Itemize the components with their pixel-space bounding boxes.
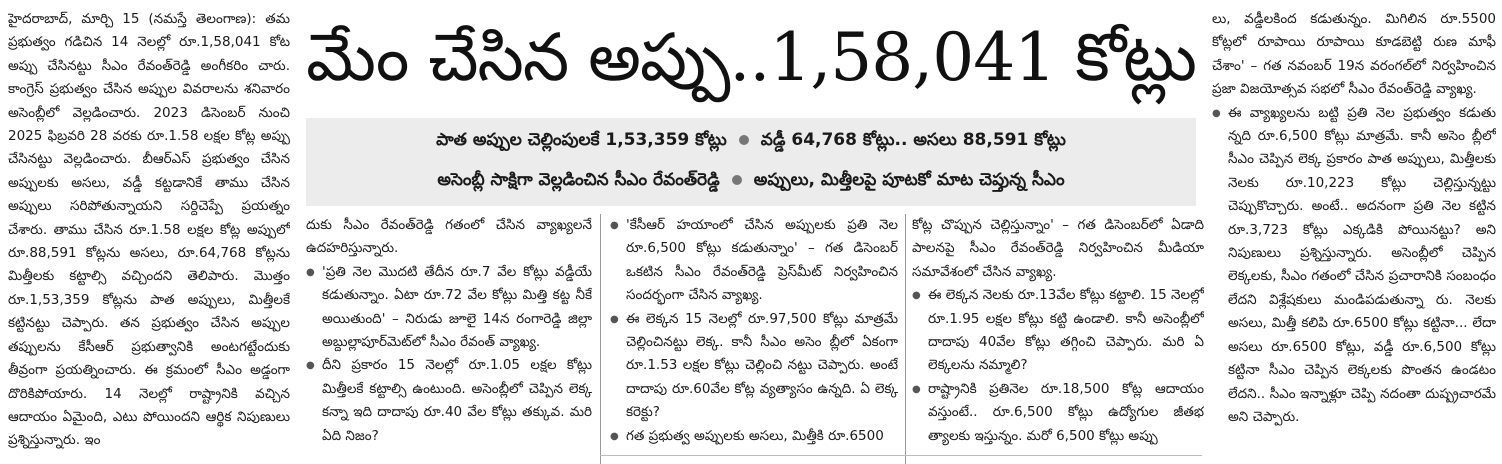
paragraph: దుకు సీఎం రేవంత్‌రెడ్డి గతంలో చేసిన వ్యాఖ్యలనే ఉదహరిస్తున్నారు. [306,217,592,257]
subheadline-1a: పాత అప్పుల చెల్లింపులకే 1,53,359 కోట్లు [436,130,727,150]
paragraph: హైదరాబాద్, మార్చి 15 (నమస్తే తెలంగాణ): తమ ప్రభుత్వం గడిచిన 14 నెలల్లో రూ.1,58,041 కోట అప్పు చేసినట్టు సీఎం రేవంత్‌రెడ్డి అంగీకరిం చారు. కాంగ్రెస్ ప్రభుత్వం చేసిన అప్పుల వివరాలను శనివారం అసెంబ్లీలో వెల్లడించారు. 2023 డిసెంబర్ నుంచి 2025 ఫిబ్రవరి 28 వరకు రూ.1.58 లక్షల కోట్ల అప్పు చేసినట్టు వెల్లడించారు. బీఆర్‌ఎస్ ప్రభుత్వం చేసిన అప్పులకు అసలు, వడ్డీ కట్టడానికే తాము చేసిన అప్పులు సరిపోతున్నాయని సర్దిచెప్పే ప్రయత్నం చేశారు. తాము చేసిన రూ.1.58 లక్షల కోట్ల అప్పులో రూ.88,591 కోట్లను అసలు, రూ.64,768 కోట్లను మిత్తీలకు కట్టాల్సి వచ్చిందని తెలిపారు. మొత్తం రూ.1,53,359 కోట్లను పాత అప్పులు, మిత్తీలకే కట్టినట్టు చెప్పారు. తన ప్రభుత్వం చేసిన అప్పుల తప్పులను కేసీఆర్ ప్రభుత్వానికి అంటగట్టేందుకు తీవ్రంగా ప్రయత్నించారు. ఈ క్రమంలో సీఎం అడ్డంగా దొరికిపోయారు. 14 నెలల్లో రాష్ట్రానికి వచ్చిన ఆదాయం ఏమైంది, ఎటు పోయిందని ఆర్థిక నిపుణులు ప్రశ్నిస్తున్నారు. ఇం [8,11,290,449]
article-column-4 [912,214,1204,458]
subheadline-box [306,118,1196,206]
subheadline-2b: అప్పులు, మిత్తీలపై పూటకో మాట చెప్తున్న సీఎం [753,170,1065,190]
bullet-dot-icon [739,135,749,145]
paragraph: కోట్ల చొప్పున చెల్లిస్తున్నాం' – గత డిసెంబర్‌లో ఏడాది పాలనపై సీఎం రేవంత్‌రెడ్డి నిర్వహించిన మీడియా సమావేశంలో చేసిన వ్యాఖ్య. [912,217,1204,280]
bullet-paragraph: ● గత ప్రభుత్వ అప్పులకు అసలు, మిత్తీకి రూ.6500 [610,425,898,448]
bullet-paragraph: ● 'ప్రతి నెల మొదటి తేదీన రూ.7 వేల కోట్లు వడ్డీయే కడుతున్నాం. ఏటా రూ.72 వేల కోట్లు మిత్తి కట్ట నీకే అయితుంది' – నిరుడు జూలై 14న రంగారెడ్డి జిల్లా అబ్దుల్లాపూర్‌మెట్‌లో సీఎం రేవంత్ వ్యాఖ్య. [306,261,592,355]
article-column-2 [306,214,592,458]
bullet-paragraph: ● 'కేసీఆర్ హయాంలో చేసిన అప్పులకు ప్రతి నెల రూ.6,500 కోట్లు కడుతున్నాం' – గత డిసెంబర్ ఒకటిన సీఎం రేవంత్‌రెడ్డి ప్రెస్‌మీట్ నిర్వహించిన సందర్భంగా చేసిన వ్యాఖ్య. [610,214,898,308]
article-column-1 [8,8,290,458]
subheadline-line-2 [306,170,1196,194]
bullet-paragraph: ● ఈ లెక్కన నెలకు రూ.13వేల కోట్లు కట్టాలి. 15 నెలల్లో రూ.1.95 లక్షల కోట్లు కట్టి ఉండాలి. కానీ అసెంబ్లీలో దాదాపు 40వేల కోట్లు తగ్గించి చెప్పారు. మరి ఏ లెక్కలను నమ్మాలి? [912,284,1204,378]
article-column-5 [1212,8,1496,458]
bullet-paragraph: ● ఈ వ్యాఖ్యలను బట్టి ప్రతి నెల ప్రభుత్వం కడుతు న్నది రూ.6,500 కోట్లు మాత్రమే. కానీ అసెం బ్లీలో సీఎం చెప్పిన లెక్క ప్రకారం పాత అప్పులు, మిత్తీలకు నెలకు రూ.10,223 కోట్లు చెల్లిస్తున్నట్టు చెప్పుకొచ్చారు. అంటే.. అదనంగా ప్రతి నెల కట్టిన రూ.3,723 కోట్లు ఎక్కడికి పోయినట్టు? అని నిపుణులు ప్రశ్నిస్తున్నారు. అసెంబ్లీలో చెప్పిన లెక్కలకు, సీఎం గతంలో చేసిన ప్రచారానికి సంబంధం లేదని విశ్లేషకులు మండిపడుతున్నా రు. నెలకు అసలు, మిత్తీ కలిపి రూ.6500 కోట్లు కట్టినా... లేదా అసలు రూ.6500 కోట్లు, వడ్డీ రూ.6,500 కోట్లు కట్టినా సీఎం చెప్పిన లెక్కలకు పొంతన ఉండటం లేదని.. సీఎం ఇన్నాళ్లూ చెప్పి నదంతా దుష్ప్రచారమే అని చెప్పారు. [1212,102,1496,430]
column-divider [600,214,601,464]
bullet-paragraph: ● రాష్ట్రానికి ప్రతినెల రూ.18,500 కోట్ల ఆదాయం వస్తుంటే.. రూ.6,500 కోట్లు ఉద్యోగుల జీతభ త్యాలకు ఇస్తున్నం. మరో 6,500 కోట్లు అప్పు [912,378,1204,448]
bottom-rule [600,455,1202,456]
column-divider [905,214,906,464]
bullet-paragraph: ● ఈ లెక్కన 15 నెలల్లో రూ.97,500 కోట్లు మాత్రమే చెల్లించినట్టు లెక్క. కానీ సీఎం అసెం బ్లీలో ఏకంగా రూ.1.53 లక్షల కోట్లు చెల్లించి నట్టు చెప్పారు. అంటే దాదాపు రూ.60వేల కోట్ల వ్యత్యాసం ఉన్నది. ఏ లెక్క కరెక్టు? [610,308,898,425]
subheadline-1b: వడ్డీ 64,768 కోట్లు.. అసలు 88,591 కోట్లు [760,130,1066,150]
subheadline-2a: అసెంబ్లీ సాక్షిగా వెల్లడించిన సీఎం రేవంత్‌రెడ్డి [437,170,720,190]
subheadline-line-1 [306,130,1196,154]
headline: మేం చేసిన అప్పు..1,58,041 కోట్లు [306,19,1196,96]
bullet-paragraph: ● దీని ప్రకారం 15 నెలల్లో రూ.1.05 లక్షల కోట్లు మిత్తీలకే కట్టాల్సి ఉంటుంది. అసెంబ్లీలో చెప్పిన లెక్క కన్నా ఇది దాదాపు రూ.40 వేల కోట్లు తక్కువ. మరి ఏది నిజం? [306,354,592,448]
paragraph: లు, వడ్డీలకింద కడుతున్నం. మిగిలిన రూ.5500 కోట్లలో రూపాయి రూపాయి కూడబెట్టి రుణ మాఫీ చేశాం' – గత నవంబర్ 19న వరంగల్‌లో నిర్వహించిన ప్రజా విజయోత్సవ సభలో సీఎం రేవంత్‌రెడ్డి వ్యాఖ్య. [1212,11,1496,98]
article-column-3 [610,214,898,458]
bullet-dot-icon [732,175,742,185]
